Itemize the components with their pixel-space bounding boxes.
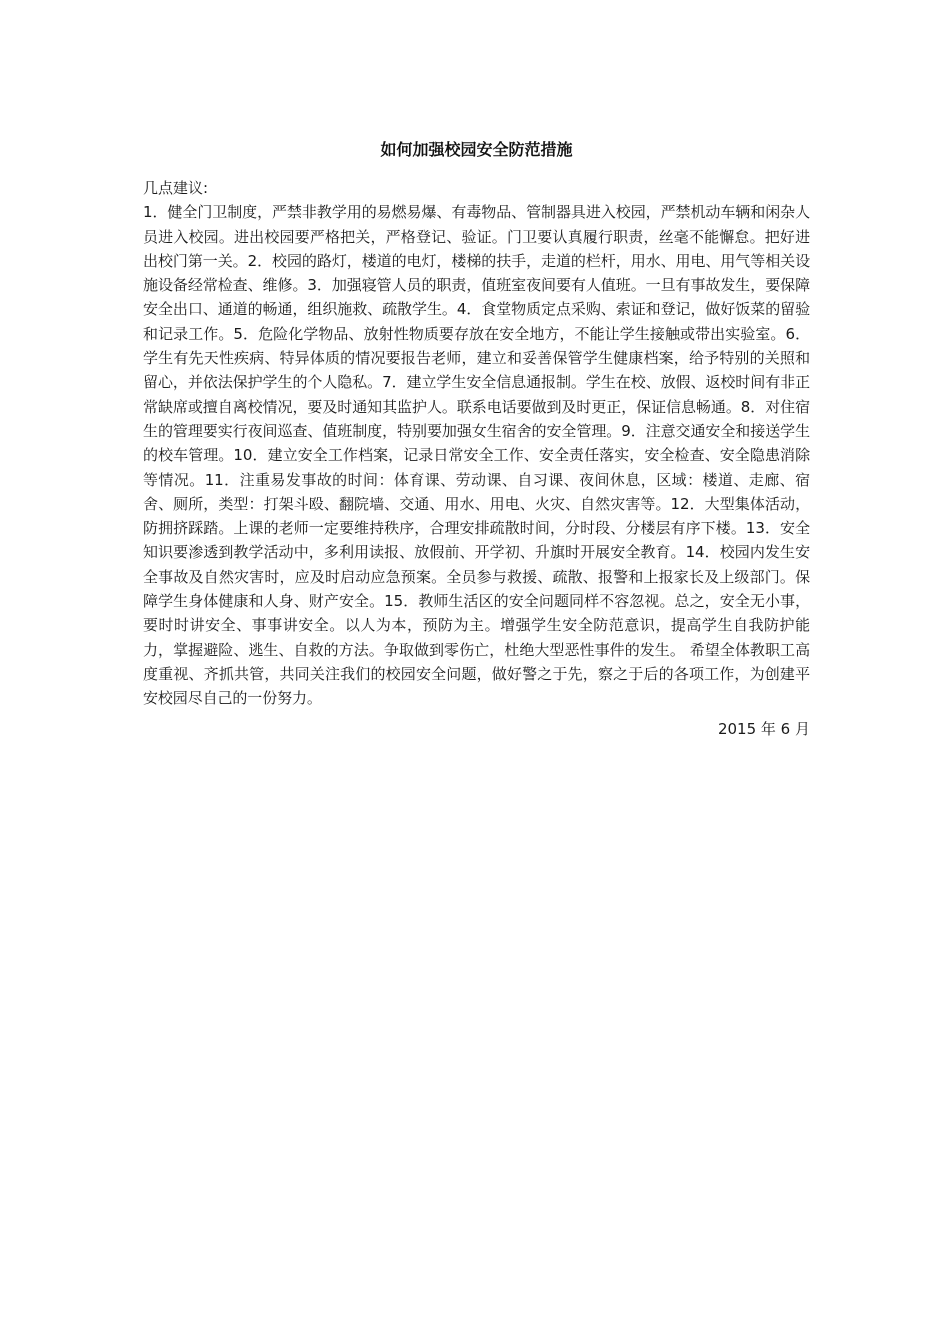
- document-body: 1．健全门卫制度，严禁非教学用的易燃易爆、有毒物品、管制器具进入校园，严禁机动车辆和闲杂人员进入校园。进出校园要严格把关，严格登记、验证。门卫要认真履行职责，丝毫不能懈怠。把好进出校门第一关。2．校园的路灯，楼道的电灯，楼梯的扶手，走道的栏杆，用水、用电、用气等相关设施设备经常检查、维修。3．加强寝管人员的职责，值班室夜间要有人值班。一旦有事故发生，要保障安全出口、通道的畅通，组织施救、疏散学生。4．食堂物质定点采购、索证和登记，做好饭菜的留验和记录工作。5．危险化学物品、放射性物质要存放在安全地方，不能让学生接触或带出实验室。6．学生有先天性疾病、特异体质的情况要报告老师，建立和妥善保管学生健康档案，给予特别的关照和留心，并依法保护学生的个人隐私。7．建立学生安全信息通报制。学生在校、放假、返校时间有非正常缺席或擅自离校情况，要及时通知其监护人。联系电话要做到及时更正，保证信息畅通。8．对住宿生的管理要实行夜间巡查、值班制度，特别要加强女生宿舍的安全管理。9．注意交通安全和接送学生的校车管理。10．建立安全工作档案，记录日常安全工作、安全责任落实，安全检查、安全隐患消除等情况。11．注重易发事故的时间：体育课、劳动课、自习课、夜间休息，区域：楼道、走廊、宿舍、厕所，类型：打架斗殴、翻院墙、交通、用水、用电、火灾、自然灾害等。12．大型集体活动，防拥挤踩踏。上课的老师一定要维持秩序，合理安排疏散时间，分时段、分楼层有序下楼。13．安全知识要渗透到教学活动中，多利用读报、放假前、开学初、升旗时开展安全教育。14．校园内发生安全事故及自然灾害时，应及时启动应急预案。全员参与救援、疏散、报警和上报家长及上级部门。保障学生身体健康和人身、财产安全。15．教师生活区的安全问题同样不容忽视。总之，安全无小事，要时时讲安全、事事讲安全。以人为本，预防为主。增强学生安全防范意识，提高学生自我防护能力，掌握避险、逃生、自救的方法。争取做到零伤亡，杜绝大型恶性事件的发生。 希望全体教职工高度重视、齐抓共管，共同关注我们的校园安全问题，做好警之于先，察之于后的各项工作，为创建平安校园尽自己的一份努力。: [143, 203, 810, 708]
- document-lead: 几点建议:: [143, 179, 209, 197]
- document-page: [143, 138, 810, 741]
- document-title: 如何加强校园安全防范措施: [380, 140, 573, 159]
- document-date: 2015 年 6 月: [717, 719, 810, 738]
